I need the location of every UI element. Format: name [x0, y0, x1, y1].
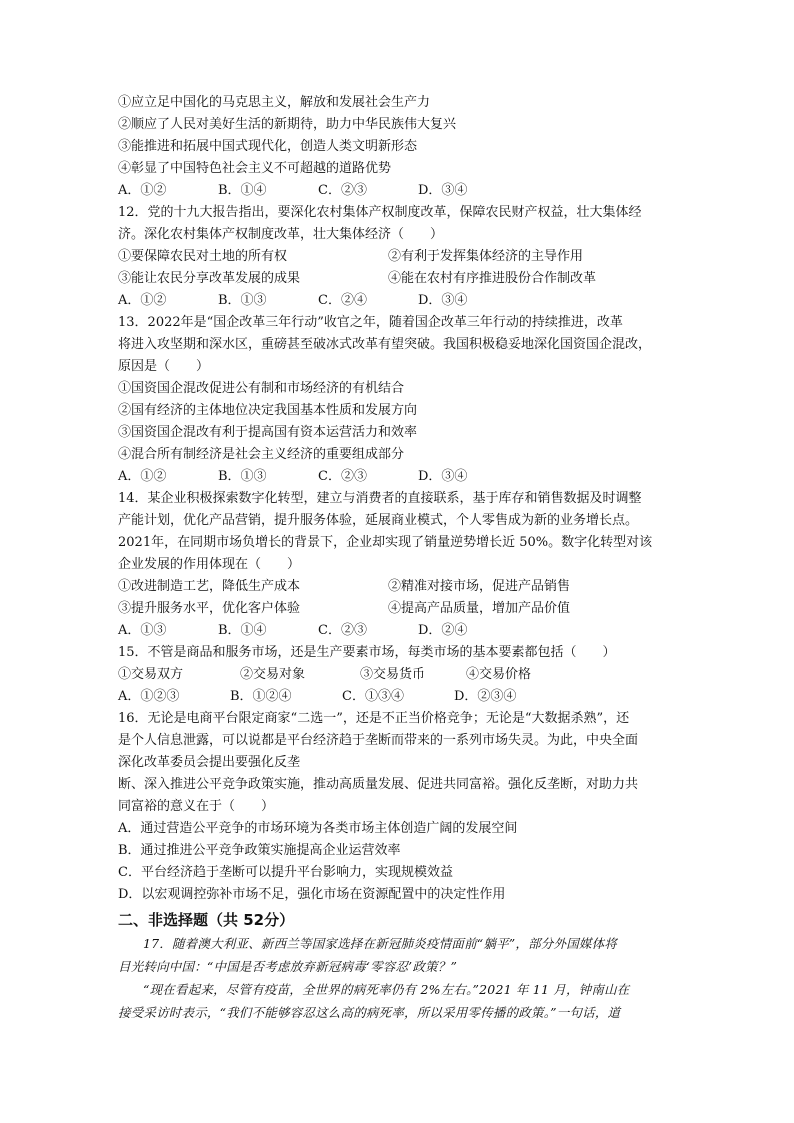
- q13-item-2: ②国有经济的主体地位决定我国基本性质和发展方向: [118, 403, 418, 418]
- q11-item-4: ④彰显了中国特色社会主义不可超越的道路优势: [118, 161, 392, 176]
- q12-options: [118, 290, 688, 312]
- q15-stem: 15．不管是商品和服务市场，还是生产要素市场，每类市场的基本要素都包括（ ）: [118, 645, 616, 660]
- q14-item-3: ③提升服务水平，优化客户体验: [118, 601, 301, 616]
- q15-item-1: ①交易双方: [118, 667, 184, 682]
- section-heading: 二、非选择题（共 52分）: [118, 911, 295, 929]
- q15-item-2: ②交易对象: [240, 667, 306, 682]
- q12-stem-2: 济。深化农村集体产权制度改革，壮大集体经济（ ）: [118, 227, 444, 242]
- q12-item-4: ④能在农村有序推进股份合作制改革: [388, 271, 597, 286]
- q12-option-c[interactable]: C．②④: [318, 293, 367, 308]
- q16-stem-2: 是个人信息泄露，可以说都是平台经济趋于垄断而带来的一系列市场失灵。为此，中央全面: [118, 733, 639, 748]
- q12-item-3: ③能让农民分享改革发展的成果: [118, 271, 301, 286]
- q11-item-2: ②顺应了人民对美好生活的新期待，助力中华民族伟大复兴: [118, 117, 457, 132]
- q14-options: [118, 620, 688, 642]
- q15-option-b[interactable]: B．①②④: [230, 689, 292, 704]
- q12-items-row-1: [118, 246, 688, 268]
- q13-item-3: ③国资国企混改有利于提高国有资本运营活力和效率: [118, 425, 418, 440]
- q16-option-b[interactable]: B．通过推进公平竞争政策实施提高企业运营效率: [118, 843, 401, 858]
- q15-item-4: ④交易价格: [466, 667, 532, 682]
- q12-option-d[interactable]: D．③④: [418, 293, 468, 308]
- q15-options: [118, 686, 688, 708]
- q16-option-d[interactable]: D．以宏观调控弥补市场不足，强化市场在资源配置中的决定性作用: [118, 887, 506, 902]
- q12-item-2: ②有利于发挥集体经济的主导作用: [388, 249, 584, 264]
- q16-stem-5: 同富裕的意义在于（ ）: [118, 799, 275, 814]
- q14-item-2: ②精准对接市场，促进产品销售: [388, 579, 571, 594]
- q13-option-d[interactable]: D．③④: [418, 469, 468, 484]
- q16-option-a[interactable]: A．通过营造公平竞争的市场环境为各类市场主体创造广阔的发展空间: [118, 821, 518, 836]
- q12-items-row-2: [118, 268, 688, 290]
- q13-item-1: ①国资国企混改促进公有制和市场经济的有机结合: [118, 381, 405, 396]
- q13-options: [118, 466, 688, 488]
- q15-option-d[interactable]: D．②③④: [454, 689, 517, 704]
- q15-option-a[interactable]: A．①②③: [118, 689, 180, 704]
- q13-item-4: ④混合所有制经济是社会主义经济的重要组成部分: [118, 447, 405, 462]
- q16-stem-4: 断、深入推进公平竞争政策实施，推动高质量发展、促进共同富裕。强化反垄断，对助力共: [118, 777, 639, 792]
- q14-stem-2: 产能计划，优化产品营销，提升服务体验，延展商业模式，个人零售成为新的业务增长点。: [118, 513, 639, 528]
- q11-item-1: ①应立足中国化的马克思主义，解放和发展社会生产力: [118, 95, 431, 110]
- q17-para-line-4: 接受采访时表示，“我们不能够容忍这么高的病死率，所以采用零传播的政策。”一句话，道: [118, 1005, 621, 1020]
- q16-option-c[interactable]: C．平台经济趋于垄断可以提升平台影响力，实现规模效益: [118, 865, 453, 880]
- q11-option-d[interactable]: D．③④: [418, 183, 468, 198]
- q15-items: [118, 664, 688, 686]
- q11-option-c[interactable]: C．②③: [318, 183, 367, 198]
- q12-stem-1: 12．党的十九大报告指出，要深化农村集体产权制度改革，保障农民财产权益，壮大集体经: [118, 205, 642, 220]
- q13-option-c[interactable]: C．②③: [318, 469, 367, 484]
- q13-stem-1: 13．2022年是“国企改革三年行动”收官之年，随着国企改革三年行动的持续推进，改革: [118, 315, 623, 330]
- q14-items-row-1: [118, 576, 688, 598]
- q14-option-d[interactable]: D．②④: [418, 623, 468, 638]
- q12-option-a[interactable]: A．①②: [118, 293, 167, 308]
- q17-para-line-2: 目光转向中国：“中国是否考虑放弃新冠病毒‘零容忍’政策？”: [118, 959, 458, 974]
- q11-option-a[interactable]: A．①②: [118, 183, 167, 198]
- q11-item-3: ③能推进和拓展中国式现代化，创造人类文明新形态: [118, 139, 418, 154]
- q17-para-line-1: 17．随着澳大利亚、新西兰等国家选择在新冠肺炎疫情面前“躺平”，部分外国媒体将: [143, 936, 617, 951]
- q13-stem-2: 将进入攻坚期和深水区，重磅甚至破冰式改革有望突破。我国积极稳妥地深化国资国企混改，: [118, 337, 652, 352]
- q11-options: [118, 180, 688, 202]
- q14-item-1: ①改进制造工艺，降低生产成本: [118, 579, 301, 594]
- q17-para-line-3: “现在看起来，尽管有疫苗，全世界的病死率仍有 2%左右。”2021 年 11 月，钟南山在: [143, 982, 630, 997]
- q16-stem-3: 深化改革委员会提出要强化反垄: [118, 755, 301, 770]
- q13-option-a[interactable]: A．①②: [118, 469, 167, 484]
- q16-stem-1: 16．无论是电商平台限定商家“二选一”，还是不正当价格竞争；无论是“大数据杀熟”，还: [118, 711, 630, 726]
- q12-option-b[interactable]: B．①③: [218, 293, 267, 308]
- q14-option-a[interactable]: A．①③: [118, 623, 167, 638]
- q13-option-b[interactable]: B．①③: [218, 469, 267, 484]
- q14-stem-3: 2021年，在同期市场负增长的背景下，企业却实现了销量逆势增长近 50%。数字化转型对该: [118, 535, 653, 550]
- q14-items-row-2: [118, 598, 688, 620]
- q14-option-b[interactable]: B．①④: [218, 623, 267, 638]
- q15-item-3: ③交易货币: [360, 667, 426, 682]
- q14-stem-4: 企业发展的作用体现在（ ）: [118, 557, 301, 572]
- q12-item-1: ①要保障农民对土地的所有权: [118, 249, 288, 264]
- q14-stem-1: 14．某企业积极探索数字化转型，建立与消费者的直接联系，基于库存和销售数据及时调整: [118, 491, 642, 506]
- q14-item-4: ④提高产品质量，增加产品价值: [388, 601, 571, 616]
- q13-stem-3: 原因是（ ）: [118, 359, 210, 374]
- q11-option-b[interactable]: B．①④: [218, 183, 267, 198]
- exam-page: [118, 92, 688, 1024]
- q14-option-c[interactable]: C．②③: [318, 623, 367, 638]
- q15-option-c[interactable]: C．①③④: [342, 689, 404, 704]
